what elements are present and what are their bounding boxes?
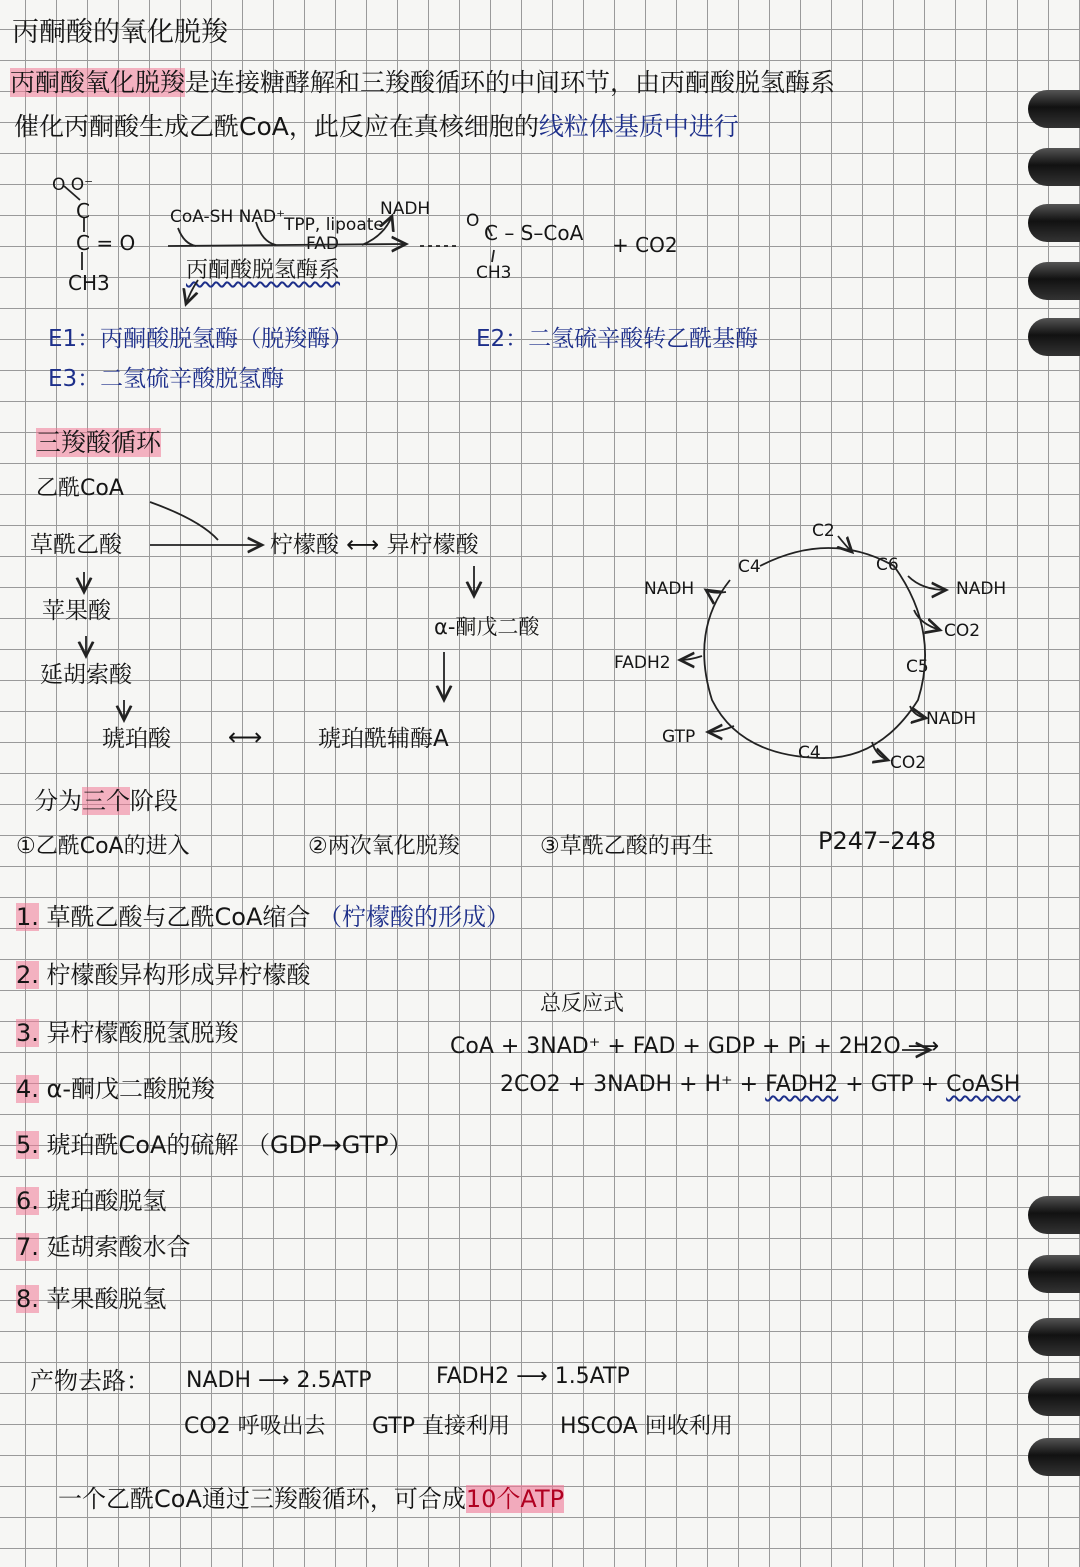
nadh-out-arrow: [908, 576, 946, 590]
summary-line: 一个乙酰CoA通过三羧酸循环，可合成10个ATP: [58, 1485, 565, 1513]
step-item: 7. 延胡索酸水合: [16, 1233, 191, 1261]
fate-gtp: GTP 直接利用: [372, 1414, 510, 1439]
reagent-hook: [256, 222, 276, 245]
tca-succinate: 琥珀酸: [102, 726, 171, 752]
step-item: 1. 草酰乙酸与乙酰CoA缩合 （柠檬酸的形成）: [16, 903, 511, 931]
enzyme-e1: E1：丙酮酸脱氢酶（脱羧酶）: [48, 326, 354, 352]
tca-oxaloacetate: 草酰乙酸: [30, 532, 122, 558]
step-item: 4. α-酮戊二酸脱羧: [16, 1075, 216, 1103]
cycle-c4-bottom: C4: [798, 743, 821, 763]
tca-fumarate: 延胡索酸: [40, 662, 132, 688]
fate-fadh2: FADH2 ⟶ 1.5ATP: [436, 1364, 630, 1389]
bond-line: [488, 228, 492, 236]
fadh2-out-arrow: [680, 656, 702, 660]
step-item: 3. 异柠檬酸脱氢脱羧: [16, 1019, 239, 1047]
reaction-cofactors-1: TPP, lipoate: [284, 215, 384, 235]
cycle-c2: C2: [812, 521, 835, 541]
pyruvate-c2: C = O: [76, 231, 136, 255]
stage-2: ②两次氧化脱羧: [308, 834, 460, 859]
stages-pages: P247–248: [818, 827, 937, 855]
cycle-nadh-right2: NADH: [926, 709, 977, 729]
tca-succinyl-coa: 琥珀酰辅酶A: [318, 726, 449, 752]
tca-malate: 苹果酸: [42, 598, 111, 624]
pyruvate-ch3: CH3: [68, 271, 110, 295]
nadh-out-arrow: [362, 216, 392, 245]
cycle-c6: C6: [876, 555, 899, 575]
intro-line1-rest: 是连接糖酵解和三羧酸循环的中间环节，由丙酮酸脱氢酶系: [185, 68, 836, 97]
reaction-enzyme: 丙酮酸脱氢酶系: [186, 258, 341, 283]
reaction-reagents: CoA-SH NAD⁺: [170, 207, 286, 227]
intro-line2-start: 催化丙酮酸生成乙酰CoA，此反应在真核细胞的: [14, 112, 539, 141]
overall-label: 总反应式: [540, 991, 624, 1015]
enzyme-arrow: [186, 280, 198, 304]
reagent-hook: [178, 228, 196, 246]
intro-highlight: 丙酮酸氧化脱羧: [10, 68, 186, 97]
page-title: 丙酮酸的氧化脱羧: [12, 17, 228, 48]
cycle-nadh-right: NADH: [956, 579, 1007, 599]
step-item: 6. 琥珀酸脱氢: [16, 1187, 167, 1215]
overall-line-2: 2CO2 + 3NADH + H⁺ + FADH2 + GTP + CoASH: [500, 1072, 1021, 1097]
tca-cycle-circle: [704, 548, 925, 758]
step-item: 8. 苹果酸脱氢: [16, 1285, 167, 1313]
fate-hscoa: HSCOA 回收利用: [560, 1414, 733, 1439]
reaction-nadh: NADH: [380, 199, 431, 219]
cycle-co2-1: CO2: [944, 621, 981, 641]
product-co2: + CO2: [612, 233, 678, 257]
tca-alpha-ketoglutarate: α-酮戊二酸: [434, 615, 540, 639]
stage-3: ③草酰乙酸的再生: [540, 834, 714, 859]
summary-highlight: 10个ATP: [465, 1485, 565, 1513]
step-item: 2. 柠檬酸异构形成异柠檬酸: [16, 961, 311, 989]
product-c: C – S–CoA: [484, 221, 584, 245]
fate-nadh: NADH ⟶ 2.5ATP: [186, 1368, 372, 1393]
pyruvate-top: O O⁻: [52, 175, 94, 195]
bond-line: [64, 186, 80, 200]
product-o: O: [466, 211, 480, 231]
cycle-co2-2: CO2: [890, 753, 927, 773]
bond-line: [492, 250, 494, 262]
cycle-gtp: GTP: [662, 727, 696, 747]
tca-heading: 三羧酸循环: [36, 428, 162, 457]
cycle-fadh2: FADH2: [614, 653, 671, 673]
cycle-nadh-left: NADH: [644, 579, 695, 599]
tca-citrate-pair: 柠檬酸 ⟷ 异柠檬酸: [270, 532, 479, 558]
cycle-c5: C5: [906, 657, 929, 677]
stages-heading: 分为三个阶段: [34, 787, 178, 815]
cycle-c4-top: C4: [738, 557, 761, 577]
intro-line2-blue: 线粒体基质中进行: [538, 112, 739, 141]
stage-1: ①乙酰CoA的进入: [16, 834, 190, 859]
tca-double-arrow: ⟷: [228, 723, 263, 751]
fate-co2: CO2 呼吸出去: [184, 1414, 326, 1439]
product-ch3: CH3: [476, 263, 512, 283]
acetyl-arrow: [150, 502, 218, 540]
fate-label: 产物去路：: [30, 1367, 150, 1395]
overall-line-1: CoA + 3NAD⁺ + FAD + GDP + Pi + 2H2O ⟶: [450, 1034, 940, 1059]
tca-acetyl-coa: 乙酰CoA: [36, 476, 124, 501]
pyruvate-c1: C: [76, 199, 90, 223]
reaction-cofactors-2: FAD: [306, 234, 339, 254]
gtp-out-arrow: [708, 726, 734, 732]
enzyme-e2: E2：二氢硫辛酸转乙酰基酶: [476, 326, 759, 352]
reaction-arrow: [168, 244, 406, 246]
step-item: 5. 琥珀酰CoA的硫解 （GDP→GTP）: [16, 1131, 413, 1159]
enzyme-e3: E3：二氢硫辛酸脱氢酶: [48, 366, 285, 392]
